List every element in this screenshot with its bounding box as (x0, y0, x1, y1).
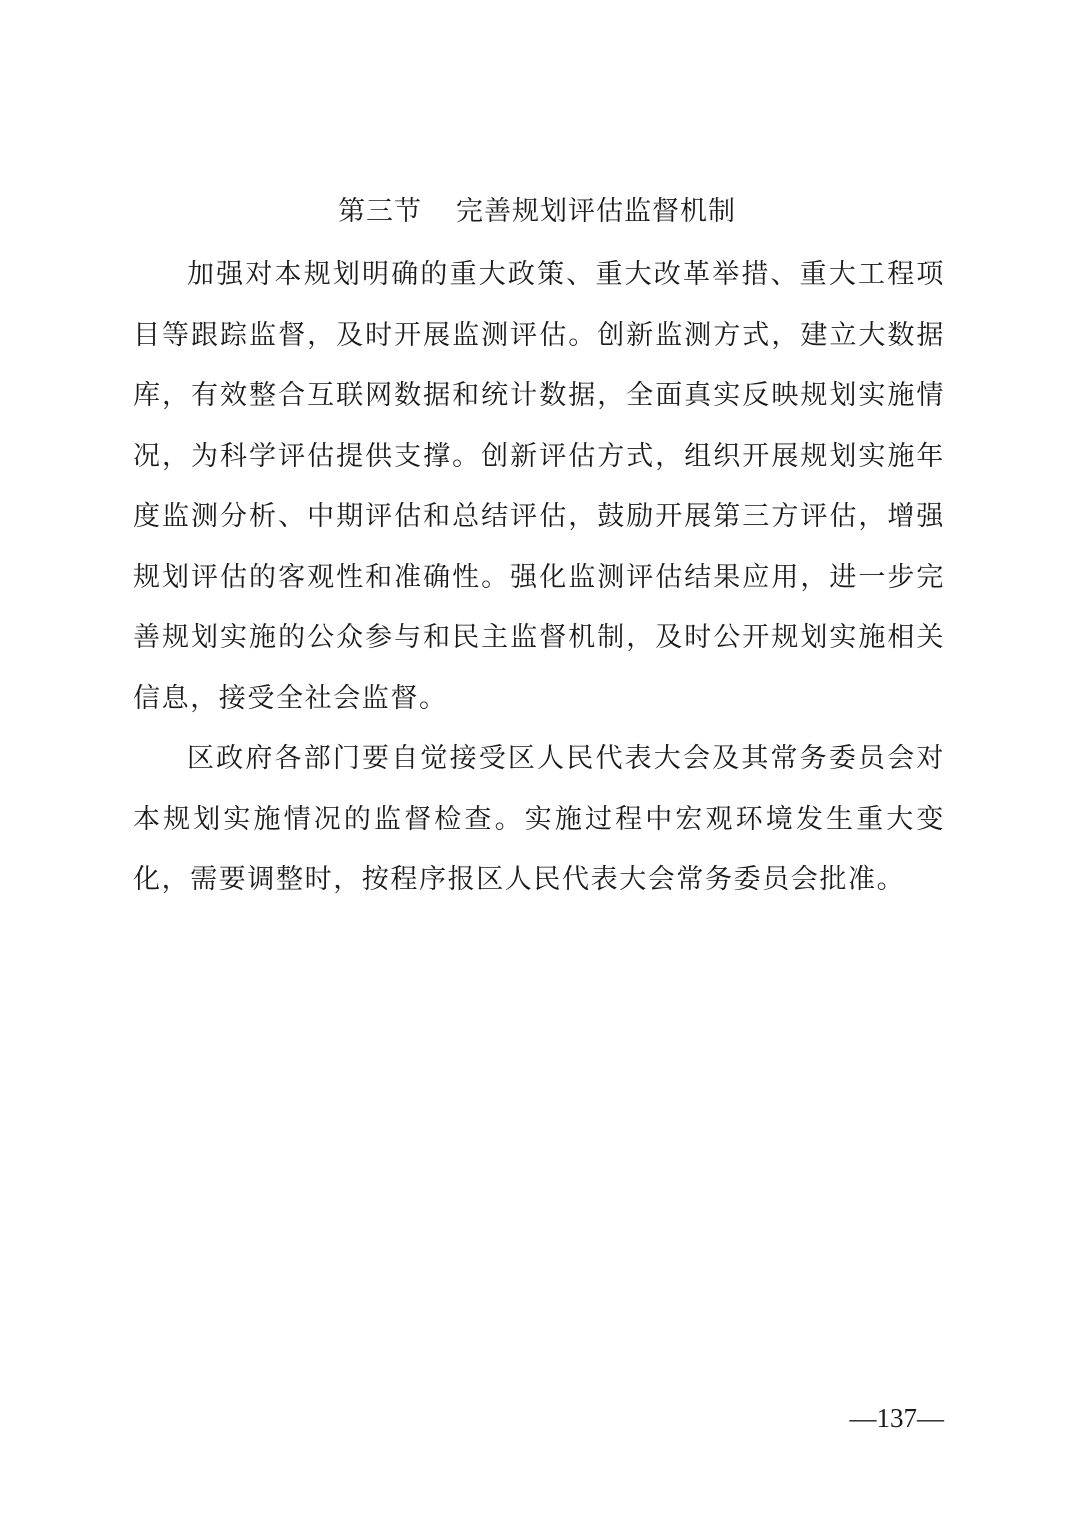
section-heading (0, 192, 1074, 232)
body-text (133, 245, 945, 911)
section-title: 完善规划评估监督机制 (456, 196, 736, 227)
section-number: 第三节 (338, 196, 422, 227)
paragraph: 区政府各部门要自觉接受区人民代表大会及其常务委员会对本规划实施情况的监督检查。实施过程中宏观环境发生重大变化，需要调整时，按程序报区人民代表大会常务委员会批准。 (133, 743, 945, 895)
paragraph: 加强对本规划明确的重大政策、重大改革举措、重大工程项目等跟踪监督，及时开展监测评估。创新监测方式，建立大数据库，有效整合互联网数据和统计数据，全面真实反映规划实施情况，为科学评估提供支撑。创新评估方式，组织开展规划实施年度监测分析、中期评估和总结评估，鼓励开展第三方评估，增强规划评估的客观性和准确性。强化监测评估结果应用，进一步完善规划实施的公众参与和民主监督机制，及时公开规划实施相关信息，接受全社会监督。 (133, 259, 945, 714)
page-number: —137— (849, 1403, 944, 1433)
